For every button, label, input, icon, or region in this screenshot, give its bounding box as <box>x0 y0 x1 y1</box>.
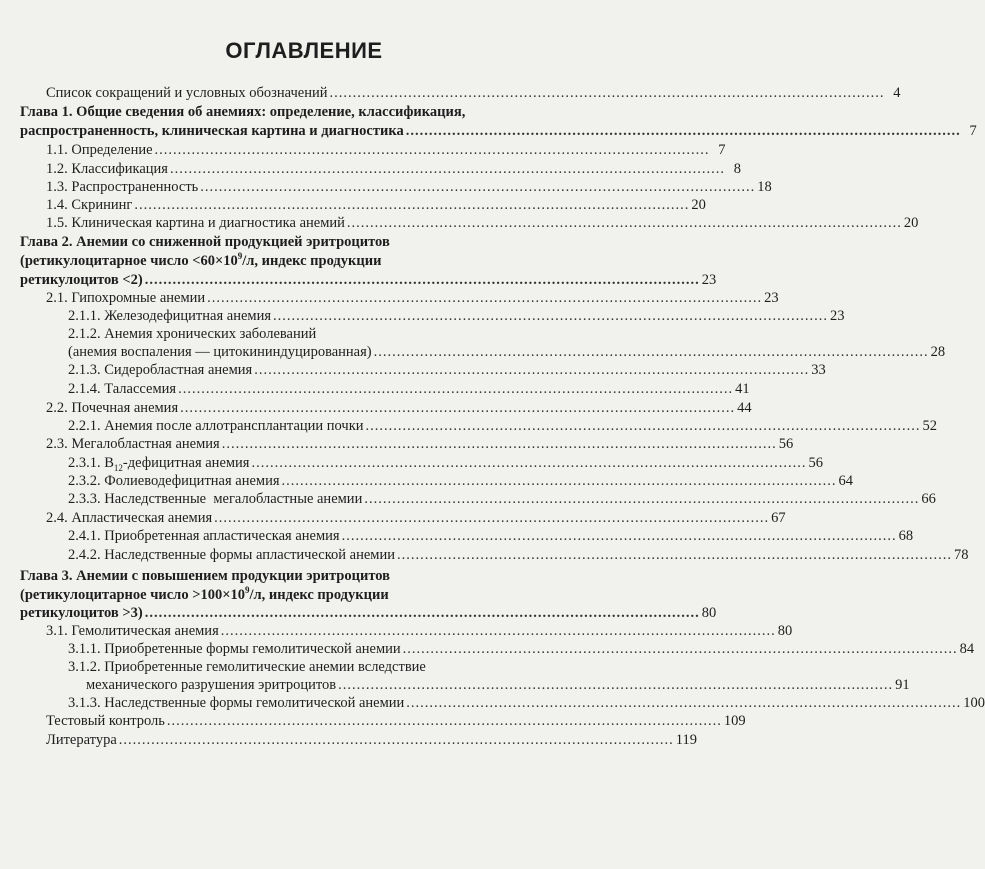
toc-entry[interactable]: 2.2. Почечная анемия ........................................................................................................................ 44 <box>46 400 752 416</box>
toc-entry[interactable]: 2.1. Гипохромные анемии ........................................................................................................................ 23 <box>46 290 779 306</box>
leader-dots: ........................................................................................................................ <box>200 179 756 195</box>
page-number: 80 <box>701 605 717 621</box>
toc-entry[interactable]: 1.1. Определение ........................................................................................................................ 7 <box>46 142 726 158</box>
page-number: 56 <box>778 436 794 452</box>
toc-entry[interactable]: 2.4.1. Приобретенная апластическая анемия ........................................................................................................................ 68 <box>68 528 914 544</box>
toc-entry[interactable]: 2.1.3. Сидеробластная анемия ........................................................................................................................ 33 <box>68 362 826 378</box>
toc-entry[interactable]: 2.3.1. $B_{12}$-дефицитная анемия ........................................................................................................................ 56 <box>68 455 823 473</box>
page-number: 91 <box>895 677 910 693</box>
leader-dots: ........................................................................................................................ <box>254 362 810 378</box>
leader-dots: ........................................................................................................................ <box>273 308 828 324</box>
leader-dots: ........................................................................................................................ <box>364 491 920 507</box>
toc-entry[interactable]: Тестовый контроль ........................................................................................................................ 109 <box>46 713 746 729</box>
leader-dots: ........................................................................................................................ <box>118 732 674 748</box>
leader-dots: ........................................................................................................................ <box>341 528 897 544</box>
page-number: 33 <box>811 362 826 378</box>
toc-entry[interactable]: 1.3. Распространенность ........................................................................................................................ 18 <box>46 179 772 195</box>
leader-dots: ........................................................................................................................ <box>373 344 929 360</box>
toc-entry[interactable]: 2.3.2. Фолиеводефицитная анемия ........................................................................................................................ 64 <box>68 473 854 489</box>
page-number: 20 <box>903 215 919 231</box>
toc-entry[interactable]: 2.3.3. Наследственные мегалобластные анемии ........................................................................................................................ 66 <box>68 491 936 507</box>
toc-entry-heading[interactable]: 2.1.2. Анемия хронических заболеваний <box>68 326 317 342</box>
page-number: 67 <box>771 510 786 526</box>
page-number: 4 <box>893 85 901 101</box>
toc-entry[interactable]: 1.5. Клиническая картина и диагностика анемий ........................................................................................................................ 20 <box>46 215 919 231</box>
leader-dots: ........................................................................................................................ <box>220 623 776 639</box>
leader-dots: ........................................................................................................................ <box>144 272 700 288</box>
toc-entry[interactable]: ретикулоцитов <2) ........................................................................................................................ 23 <box>20 272 717 288</box>
toc-entry[interactable]: 3.1. Гемолитическая анемия ........................................................................................................................ 80 <box>46 623 793 639</box>
leader-dots: ........................................................................................................................ <box>365 418 921 434</box>
toc-entry[interactable]: 2.4. Апластическая анемия ........................................................................................................................ 67 <box>46 510 786 526</box>
leader-dots: ........................................................................................................................ <box>166 713 722 729</box>
toc-entry[interactable]: 3.1.3. Наследственные формы гемолитической анемии ........................................................................................................................ 100 <box>68 695 985 711</box>
toc-entry[interactable]: Список сокращений и условных обозначений ........................................................................................................................ 4 <box>46 85 901 101</box>
leader-dots: ........................................................................................................................ <box>251 455 807 471</box>
chapter-heading-line: (ретикулоцитарное число $>100\times 10^9/л$, индекс продукции <box>20 585 389 603</box>
leader-dots: ........................................................................................................................ <box>180 400 736 416</box>
toc-entry[interactable]: 1.4. Скрининг ........................................................................................................................ 20 <box>46 197 706 213</box>
page-number: 56 <box>808 455 823 471</box>
chapter-heading[interactable]: Глава 3. Анемии с повышением продукции эритроцитов <box>20 568 390 584</box>
page-number: 66 <box>921 491 936 507</box>
leader-dots: ........................................................................................................................ <box>396 547 952 563</box>
page-number: 44 <box>737 400 752 416</box>
toc-entry[interactable]: 2.1.4. Талассемия ........................................................................................................................ 41 <box>68 381 750 397</box>
leader-dots: ........................................................................................................................ <box>144 605 700 621</box>
page-number: 28 <box>930 344 946 360</box>
leader-dots: ........................................................................................................................ <box>329 85 885 101</box>
page-number: 84 <box>959 641 975 657</box>
leader-dots: ........................................................................................................................ <box>154 142 710 158</box>
page-number: 20 <box>691 197 706 213</box>
page-number: 8 <box>733 161 741 177</box>
toc-entry[interactable]: 2.2.1. Анемия после аллотрансплантации почки ........................................................................................................................ 52 <box>68 418 938 434</box>
chapter-heading-line: (ретикулоцитарное число $<60\times 10^9/л$, индекс продукции <box>20 251 382 269</box>
leader-dots: ........................................................................................................................ <box>406 695 962 711</box>
page-number: 23 <box>830 308 845 324</box>
toc-entry[interactable]: 1.2. Классификация ........................................................................................................................ 8 <box>46 161 741 177</box>
page-number: 64 <box>838 473 854 489</box>
leader-dots: ........................................................................................................................ <box>207 290 763 306</box>
leader-dots: ........................................................................................................................ <box>346 215 902 231</box>
chapter-heading[interactable]: Глава 2. Анемии со сниженной продукцией эритроцитов <box>20 234 390 250</box>
leader-dots: ........................................................................................................................ <box>281 473 837 489</box>
page-number: 100 <box>963 695 985 711</box>
page-number: 23 <box>764 290 779 306</box>
leader-dots: ........................................................................................................................ <box>214 510 770 526</box>
page-number: 119 <box>675 732 697 748</box>
page-number: 18 <box>757 179 772 195</box>
page-number: 109 <box>723 713 746 729</box>
page-number: 52 <box>922 418 938 434</box>
toc-entry[interactable]: механического разрушения эритроцитов ........................................................................................................................ 91 <box>86 677 910 693</box>
toc-entry[interactable]: (анемия воспаления — цитокининдуцированная) ........................................................................................................................ 28 <box>68 344 946 360</box>
page-title: ОГЛАВЛЕНИЕ <box>225 38 383 63</box>
page-number: 23 <box>701 272 717 288</box>
leader-dots: ........................................................................................................................ <box>169 161 725 177</box>
toc-entry[interactable]: ретикулоцитов >3) ........................................................................................................................ 80 <box>20 605 717 621</box>
toc-entry[interactable]: 3.1.1. Приобретенные формы гемолитической анемии ........................................................................................................................ 84 <box>68 641 975 657</box>
leader-dots: ........................................................................................................................ <box>405 123 961 139</box>
leader-dots: ........................................................................................................................ <box>134 197 690 213</box>
toc-entry[interactable]: Литература ........................................................................................................................ 119 <box>46 732 697 748</box>
leader-dots: ........................................................................................................................ <box>402 641 958 657</box>
page-number: 80 <box>777 623 793 639</box>
toc-entry[interactable]: распространенность, клиническая картина и диагностика ........................................................................................................................ 7 <box>20 123 977 139</box>
page-number: 7 <box>718 142 726 158</box>
toc-entry[interactable]: 2.4.2. Наследственные формы апластической анемии ........................................................................................................................ 78 <box>68 547 969 563</box>
page-number: 68 <box>898 528 914 544</box>
chapter-heading[interactable]: Глава 1. Общие сведения об анемиях: определение, классификация, <box>20 104 466 120</box>
page-number: 41 <box>735 381 750 397</box>
leader-dots: ........................................................................................................................ <box>178 381 734 397</box>
leader-dots: ........................................................................................................................ <box>338 677 894 693</box>
leader-dots: ........................................................................................................................ <box>221 436 777 452</box>
page-number: 7 <box>969 123 977 139</box>
toc-entry-heading[interactable]: 3.1.2. Приобретенные гемолитические анемии вследствие <box>68 659 426 675</box>
page-number: 78 <box>953 547 969 563</box>
toc-entry[interactable]: 2.1.1. Железодефицитная анемия ........................................................................................................................ 23 <box>68 308 845 324</box>
toc-entry[interactable]: 2.3. Мегалобластная анемия ........................................................................................................................ 56 <box>46 436 794 452</box>
